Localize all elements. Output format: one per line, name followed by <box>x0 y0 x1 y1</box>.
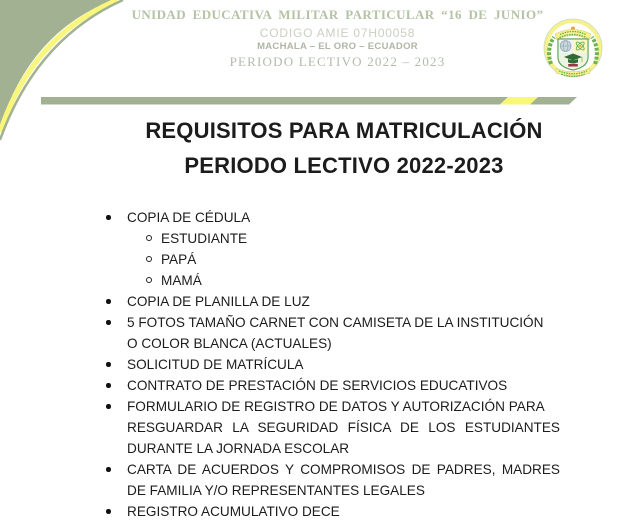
letterhead <box>40 6 632 69</box>
bullet-disc-icon <box>106 362 111 367</box>
requirement-text: CONTRATO DE PRESTACIÓN DE SERVICIOS EDUCATIVOS <box>127 378 508 393</box>
requirement-text: COPIA DE PLANILLA DE LUZ <box>127 294 310 309</box>
bullet-circle-icon <box>146 256 152 262</box>
requirement-text: 5 FOTOS TAMAÑO CARNET CON CAMISETA DE LA INSTITUCIÓN <box>127 315 544 330</box>
requirement-text: O COLOR BLANCA (ACTUALES) <box>127 336 332 351</box>
document-title-line2: PERIODO LECTIVO 2022-2023 <box>184 153 504 178</box>
requirement-line <box>0 501 632 522</box>
requirement-text: REGISTRO ACUMULATIVO DECE <box>127 504 340 519</box>
requirement-line <box>0 249 632 270</box>
requirement-line <box>0 354 632 375</box>
requirement-line <box>0 312 632 333</box>
bullet-circle-icon <box>146 277 152 283</box>
requirement-text: CARTA DE ACUERDOS Y COMPROMISOS DE PADRES, MADRES <box>127 462 560 477</box>
school-location: MACHALA – EL ORO – ECUADOR <box>257 41 418 52</box>
requirement-text: SOLICITUD DE MATRÍCULA <box>127 357 304 372</box>
amie-code: CODIGO AMIE 07H00058 <box>259 26 416 40</box>
requirement-line <box>0 333 632 354</box>
bullet-disc-icon <box>106 215 111 220</box>
requirement-line <box>0 438 632 459</box>
requirement-line <box>0 417 632 438</box>
requirement-line <box>0 228 632 249</box>
requirement-line <box>0 480 632 501</box>
requirement-line <box>0 459 632 480</box>
lective-period: PERIODO LECTIVO 2022 – 2023 <box>229 54 446 69</box>
bullet-disc-icon <box>106 383 111 388</box>
divider-bar <box>41 97 581 105</box>
bullet-disc-icon <box>106 404 111 409</box>
requirement-line <box>0 207 632 228</box>
requirement-text: RESGUARDAR LA SEGURIDAD FÍSICA DE LOS ESTUDIANTES <box>127 420 560 435</box>
requirement-line <box>0 375 632 396</box>
document-title-line1: REQUISITOS PARA MATRICULACIÓN <box>145 118 543 143</box>
requirement-line <box>0 291 632 312</box>
bullet-circle-icon <box>146 235 152 241</box>
requirement-text: MAMÁ <box>161 273 202 288</box>
document-title <box>56 113 632 183</box>
bullet-disc-icon <box>106 299 111 304</box>
requirement-text: DURANTE LA JORNADA ESCOLAR <box>127 441 350 456</box>
bullet-disc-icon <box>106 320 111 325</box>
requirement-line <box>0 396 632 417</box>
requirement-text: DE FAMILIA Y/O REPRESENTANTES LEGALES <box>127 483 425 498</box>
requirement-line <box>0 270 632 291</box>
bullet-disc-icon <box>106 509 111 514</box>
requirement-text: FORMULARIO DE REGISTRO DE DATOS Y AUTORIZACIÓN PARA <box>127 399 545 414</box>
school-name: UNIDAD EDUCATIVA MILITAR PARTICULAR “16 DE JUNIO” <box>131 7 544 22</box>
bullet-disc-icon <box>106 467 111 472</box>
requirement-text: ESTUDIANTE <box>161 231 248 246</box>
requirements-list <box>0 207 632 522</box>
requirement-text: PAPÁ <box>161 252 197 267</box>
requirement-text: COPIA DE CÉDULA <box>127 210 251 225</box>
